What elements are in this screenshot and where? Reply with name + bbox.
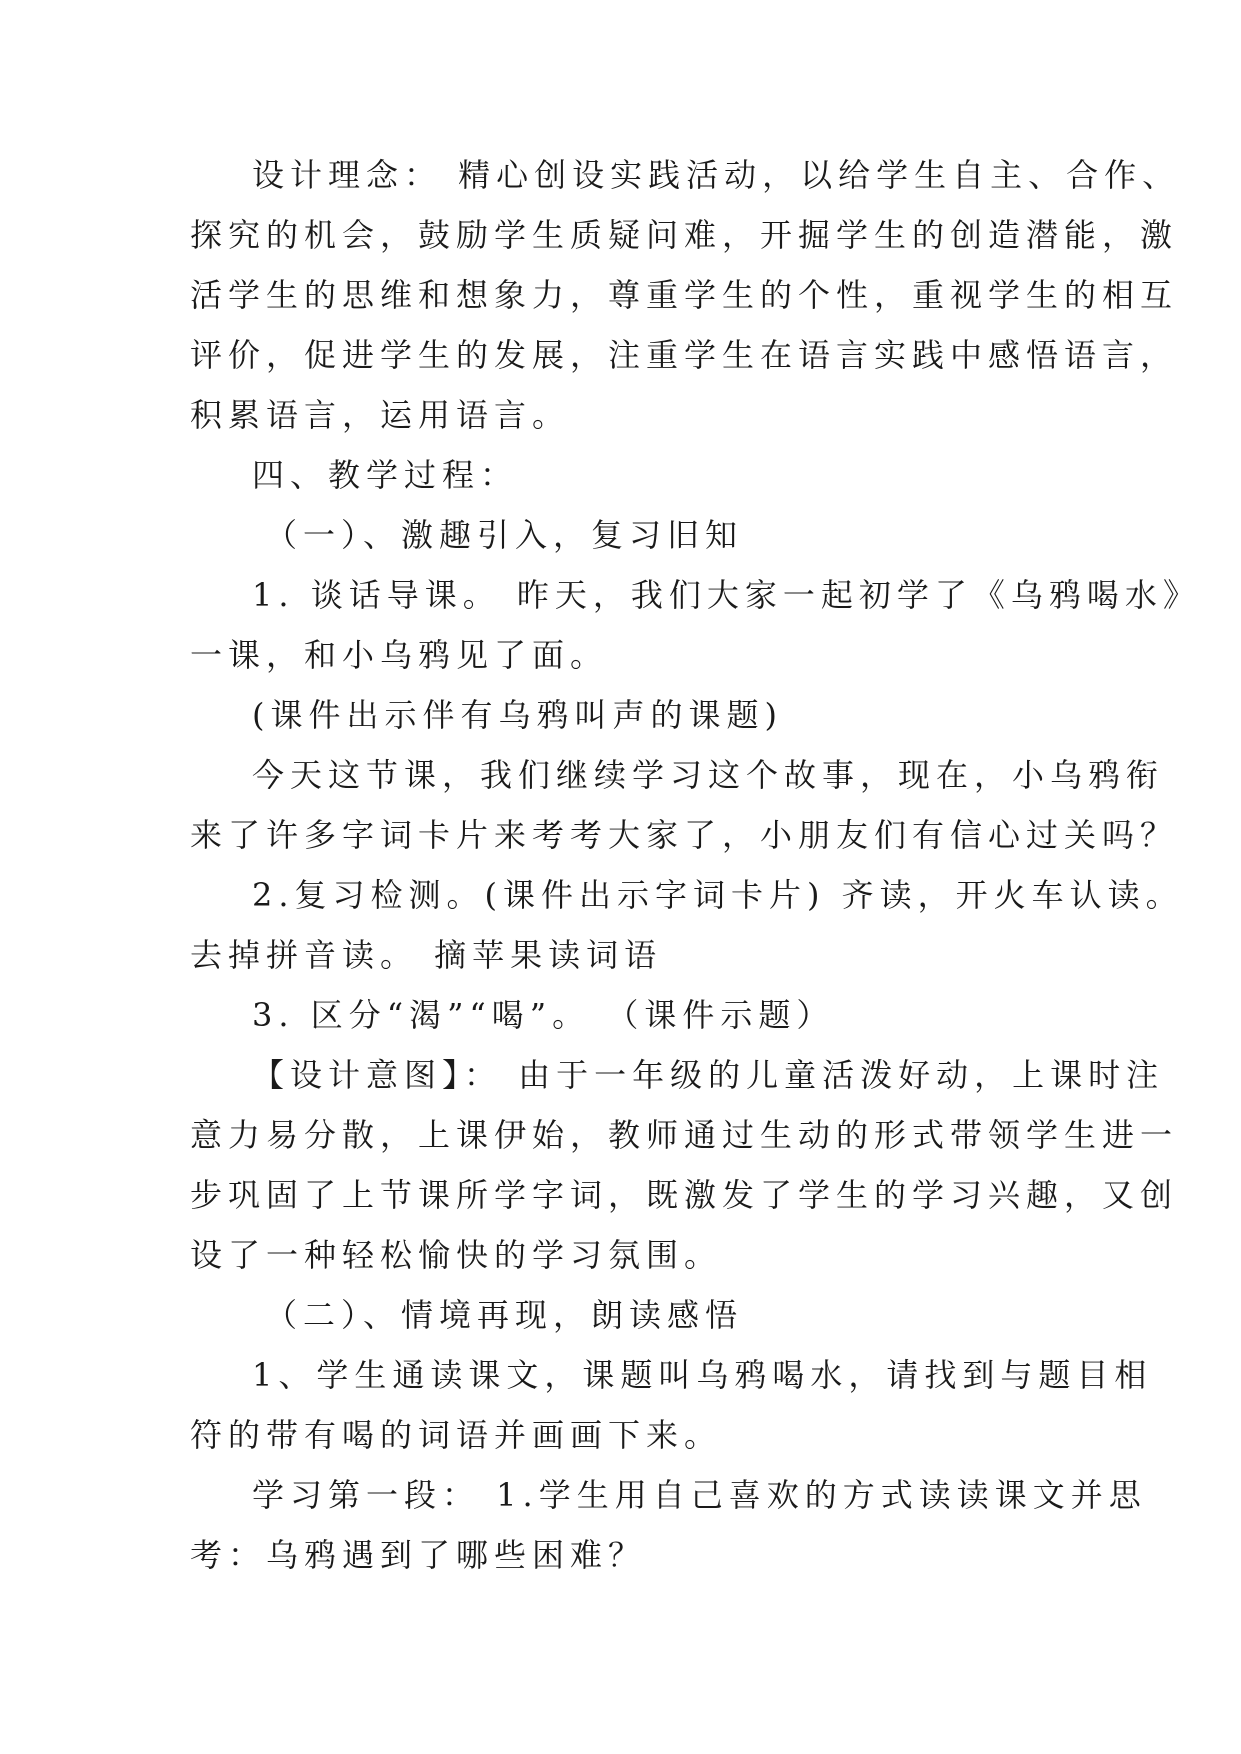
paragraph-line: 符的带有喝的词语并画画下来。 [190, 1416, 723, 1454]
paragraph-line: 步巩固了上节课所学字词，既激发了学生的学习兴趣，又创 [190, 1176, 1179, 1214]
paragraph-design-concept: 设计理念： 精心创设实践活动，以给学生自主、合作、 [252, 156, 1181, 194]
paragraph-line: 意力易分散，上课伊始，教师通过生动的形式带领学生进一 [190, 1116, 1179, 1154]
paragraph-line: 考：乌鸦遇到了哪些困难？ [190, 1536, 647, 1574]
paragraph-line: 积累语言，运用语言。 [190, 396, 571, 434]
design-intent-paragraph: 【设计意图】： 由于一年级的儿童活泼好动，上课时注 [252, 1056, 1165, 1094]
paragraph-line: 3. 区分“渴”“喝”。 （课件示题） [252, 996, 835, 1034]
paragraph-line: (课件出示伴有乌鸦叫声的课题) [252, 696, 783, 734]
paragraph-line: 去掉拼音读。 摘苹果读词语 [190, 936, 663, 974]
paragraph-line: 设了一种轻松愉快的学习氛围。 [190, 1236, 723, 1274]
paragraph-line: 1、学生通读课文，课题叫乌鸦喝水，请找到与题目相 [252, 1356, 1153, 1394]
subsection-heading-2: （二）、情境再现，朗读感悟 [265, 1296, 744, 1334]
subsection-heading-1: （一）、激趣引入，复习旧知 [265, 516, 744, 554]
paragraph-line: 2.复习检测。(课件出示字词卡片) 齐读，开火车认读。 [252, 876, 1184, 914]
paragraph-line: 一课，和小乌鸦见了面。 [190, 636, 609, 674]
paragraph-line: 活学生的思维和想象力，尊重学生的个性，重视学生的相互 [190, 276, 1179, 314]
paragraph-line: 来了许多字词卡片来考考大家了，小朋友们有信心过关吗？ [190, 816, 1179, 854]
paragraph-line: 评价，促进学生的发展，注重学生在语言实践中感悟语言， [190, 336, 1179, 374]
paragraph-line: 1. 谈话导课。 昨天，我们大家一起初学了《乌鸦喝水》 [252, 576, 1201, 614]
document-body [190, 156, 1201, 1598]
paragraph-line: 探究的机会，鼓励学生质疑问难，开掘学生的创造潜能，激 [190, 216, 1179, 254]
paragraph-line: 今天这节课，我们继续学习这个故事，现在，小乌鸦衔 [252, 756, 1165, 794]
section-heading-teaching-process: 四、教学过程： [252, 456, 519, 494]
paragraph-line: 学习第一段： 1.学生用自己喜欢的方式读读课文并思 [252, 1476, 1147, 1514]
